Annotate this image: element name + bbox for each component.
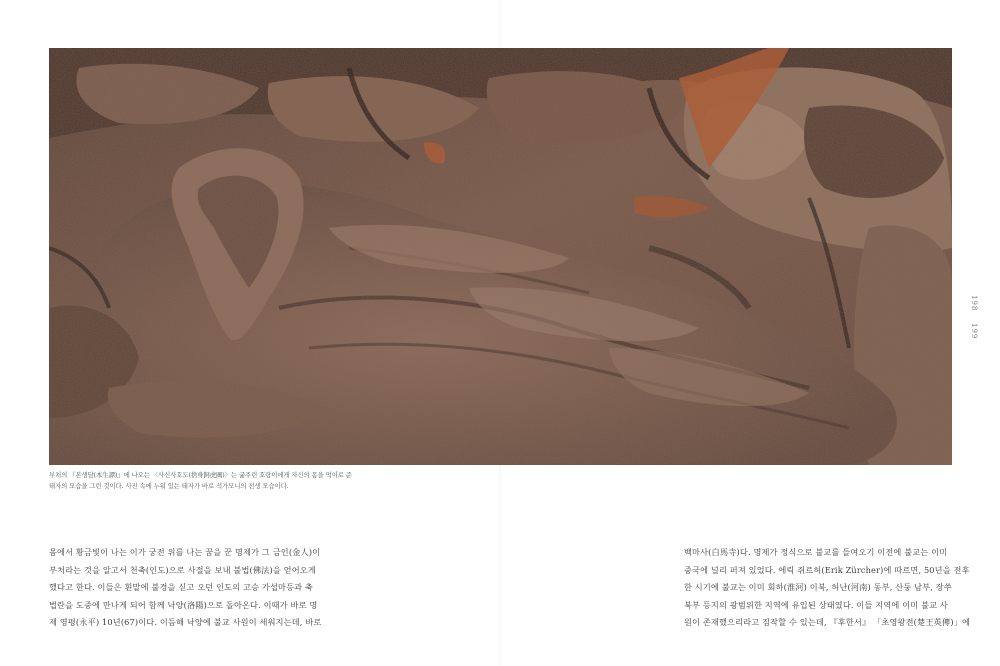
text-line: 했다고 한다. 이들은 흰말에 불경을 싣고 오던 인도의 고승 가섭마등과 축 xyxy=(49,582,313,593)
page-number-right: 199 xyxy=(970,322,978,339)
text-line: 법란을 도중에 만나게 되어 함께 낙양(洛陽)으로 돌아온다. 이때가 바로 명 xyxy=(49,599,318,610)
text-line: 제 영평(永平) 10년(67)이다. 이듬해 낙양에 불교 사원이 세워지는데, 바로 xyxy=(49,617,322,628)
right-column-text xyxy=(684,544,971,632)
text-line: 몸에서 황금빛이 나는 이가 궁전 위를 나는 꿈을 꾼 명제가 그 금인(金人)이 xyxy=(49,547,321,557)
text-line: 북부 등지의 광범위한 지역에 유입된 상태였다. 이들 지역에 이미 불교 사 xyxy=(684,599,948,610)
photo-caption xyxy=(49,470,379,491)
page-number-left: 198 xyxy=(970,295,978,312)
rock-relief-image xyxy=(49,48,952,465)
left-column-text xyxy=(49,544,339,632)
text-line: 백마사(白馬寺)다. 명제가 정식으로 불교를 들여오기 이전에 불교는 이미 xyxy=(684,547,948,557)
text-line: 부처라는 것을 알고서 천축(인도)으로 사절을 보내 불법(佛法)을 얻어오게 xyxy=(49,564,316,575)
text-line: 원이 존재했으리라고 짐작할 수 있는데, 『후한서』 「초영왕전(楚王英傳)」에 xyxy=(684,617,971,628)
rock-relief-photo xyxy=(49,48,952,465)
caption-line: 태자의 모습을 그린 것이다. 사진 속에 누워 있는 태자가 바로 석가모니의 전생 모습이다. xyxy=(49,481,289,490)
text-line: 한 시기에 불교는 이미 회하(淮河) 이북, 허난(河南) 동부, 산둥 남부, 장쑤 xyxy=(684,582,952,593)
page-numbers xyxy=(966,295,978,347)
caption-line: 부처의 『본생담(本生譚)』에 나오는 〈사신사호도(捨身飼虎圖)〉는 굶주린 호랑이에게 자신의 몸을 먹이로 준 xyxy=(49,471,352,479)
text-line: 중국에 널리 퍼져 있었다. 에릭 쥐르허(Erik Zürcher)에 따르면, 50년을 전후 xyxy=(684,564,970,575)
